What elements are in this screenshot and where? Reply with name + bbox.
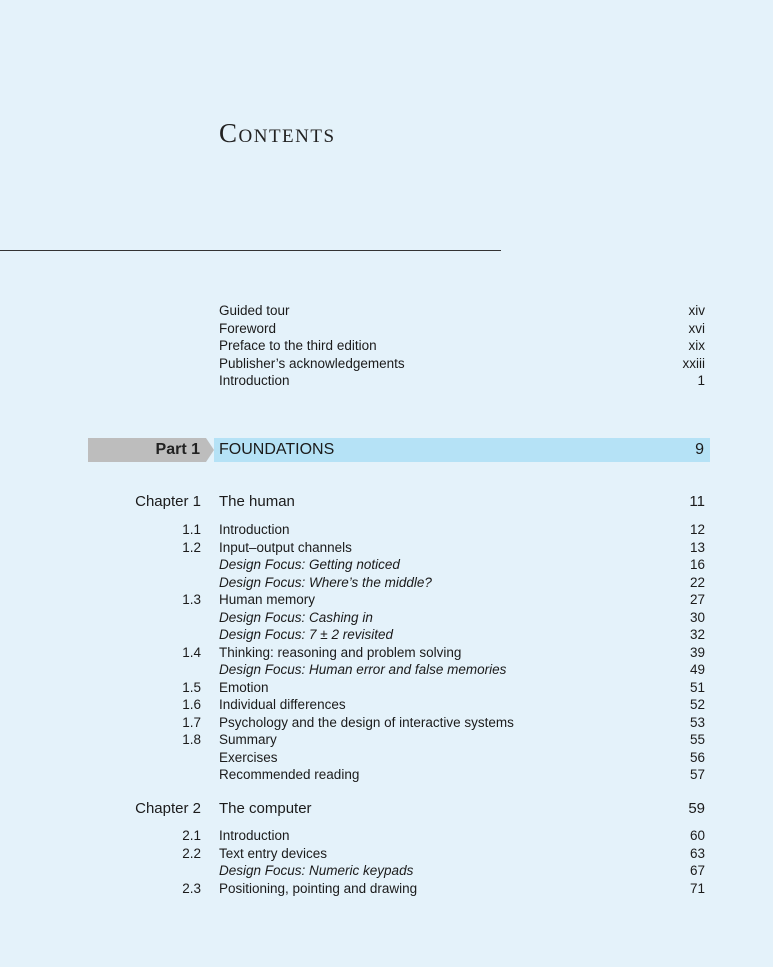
section-number: 2.3	[182, 880, 201, 896]
chapter-number: Chapter 2	[135, 800, 201, 817]
entry-page: 63	[689, 845, 705, 861]
chapter-title: The human	[219, 493, 295, 510]
entry-page: 53	[689, 714, 705, 730]
toc-entry-introduction[interactable]	[0, 372, 773, 390]
section-number: 1.4	[182, 644, 201, 660]
toc-entry[interactable]	[0, 609, 773, 627]
section-number: 1.6	[182, 697, 201, 712]
entry-page: 13	[689, 539, 705, 555]
part-number: Part 1	[155, 441, 200, 458]
entry-page: 27	[689, 592, 705, 607]
toc-entry[interactable]	[0, 679, 773, 697]
entry-label: Positioning, pointing and drawing	[219, 880, 418, 896]
entry-label: Introduction	[219, 522, 290, 537]
toc-entry[interactable]	[0, 766, 773, 784]
title-divider	[0, 250, 501, 251]
entry-page: 57	[689, 767, 705, 782]
entry-page: 55	[689, 732, 705, 747]
entry-label: Design Focus: Human error and false memories	[219, 662, 507, 677]
entry-label: Design Focus: Cashing in	[219, 609, 373, 625]
section-number: 1.1	[182, 522, 201, 537]
toc-entry[interactable]	[0, 556, 773, 574]
section-number: 1.8	[182, 732, 201, 747]
part-page: 9	[695, 441, 704, 458]
entry-page: 60	[689, 828, 705, 843]
entry-label: Exercises	[219, 749, 278, 765]
chapter-heading[interactable]	[0, 492, 773, 512]
toc-entry[interactable]	[0, 574, 773, 592]
toc-entry[interactable]	[0, 644, 773, 662]
toc-entry[interactable]	[0, 696, 773, 714]
toc-entry[interactable]	[0, 661, 773, 679]
page-title: Contents	[219, 118, 336, 148]
entry-label: Introduction	[219, 373, 290, 388]
toc-entry[interactable]	[0, 521, 773, 539]
entry-page: 32	[689, 627, 705, 642]
entry-page: 51	[689, 679, 705, 695]
section-number: 1.5	[182, 679, 201, 695]
toc-entry[interactable]	[0, 626, 773, 644]
toc-entry[interactable]	[0, 591, 773, 609]
entry-label: Design Focus: Numeric keypads	[219, 863, 414, 878]
entry-page: 1	[697, 373, 705, 388]
entry-page: 22	[689, 574, 705, 590]
entry-label: Text entry devices	[219, 845, 328, 861]
entry-label: Emotion	[219, 679, 269, 695]
part-banner[interactable]	[88, 438, 710, 462]
toc-entry[interactable]	[0, 749, 773, 767]
entry-page: xix	[688, 338, 705, 353]
entry-label: Design Focus: 7 ± 2 revisited	[219, 627, 393, 642]
chapter-title: The computer	[219, 800, 312, 817]
entry-label: Psychology and the design of interactive systems	[219, 714, 514, 730]
section-number: 1.3	[182, 592, 201, 607]
entry-label: Introduction	[219, 828, 290, 843]
chapter-heading[interactable]	[0, 799, 773, 819]
entry-page: xxiii	[682, 355, 705, 371]
entry-label: Recommended reading	[219, 767, 360, 782]
toc-entry[interactable]	[0, 539, 773, 557]
entry-label: Thinking: reasoning and problem solving	[219, 644, 462, 660]
section-number: 1.7	[182, 714, 201, 730]
chapter-page: 59	[688, 800, 705, 817]
entry-label: Guided tour	[219, 303, 290, 318]
entry-label: Input–output channels	[219, 539, 352, 555]
toc-entry[interactable]	[0, 714, 773, 732]
toc-entry-foreword[interactable]	[0, 320, 773, 338]
toc-entry[interactable]	[0, 880, 773, 898]
entry-label: Design Focus: Getting noticed	[219, 557, 400, 572]
toc-entry-guided-tour[interactable]	[0, 302, 773, 320]
entry-label: Publisher’s acknowledgements	[219, 355, 405, 371]
toc-entry[interactable]	[0, 845, 773, 863]
section-number: 1.2	[182, 539, 201, 555]
entry-page: xvi	[688, 320, 705, 336]
entry-page: 12	[689, 522, 705, 537]
section-number: 2.2	[182, 845, 201, 861]
chapter-number: Chapter 1	[135, 493, 201, 510]
entry-label: Foreword	[219, 320, 277, 336]
entry-page: 16	[689, 557, 705, 572]
entry-page: xiv	[688, 303, 705, 318]
entry-page: 39	[689, 644, 705, 660]
toc-entry[interactable]	[0, 862, 773, 880]
entry-page: 30	[689, 609, 705, 625]
toc-entry[interactable]	[0, 827, 773, 845]
entry-page: 49	[689, 662, 705, 677]
entry-page: 56	[689, 749, 705, 765]
entry-label: Preface to the third edition	[219, 338, 377, 353]
entry-page: 67	[689, 863, 705, 878]
entry-label: Design Focus: Where’s the middle?	[219, 574, 432, 590]
entry-page: 71	[689, 880, 705, 896]
entry-label: Human memory	[219, 592, 316, 607]
part-title: FOUNDATIONS	[219, 441, 335, 458]
chapter-page: 11	[689, 493, 705, 510]
toc-entry[interactable]	[0, 731, 773, 749]
section-number: 2.1	[182, 828, 201, 843]
toc-entry-preface[interactable]	[0, 337, 773, 355]
entry-label: Individual differences	[219, 697, 346, 712]
entry-label: Summary	[219, 732, 277, 747]
toc-entry-acknowledgements[interactable]	[0, 355, 773, 373]
entry-page: 52	[689, 697, 705, 712]
